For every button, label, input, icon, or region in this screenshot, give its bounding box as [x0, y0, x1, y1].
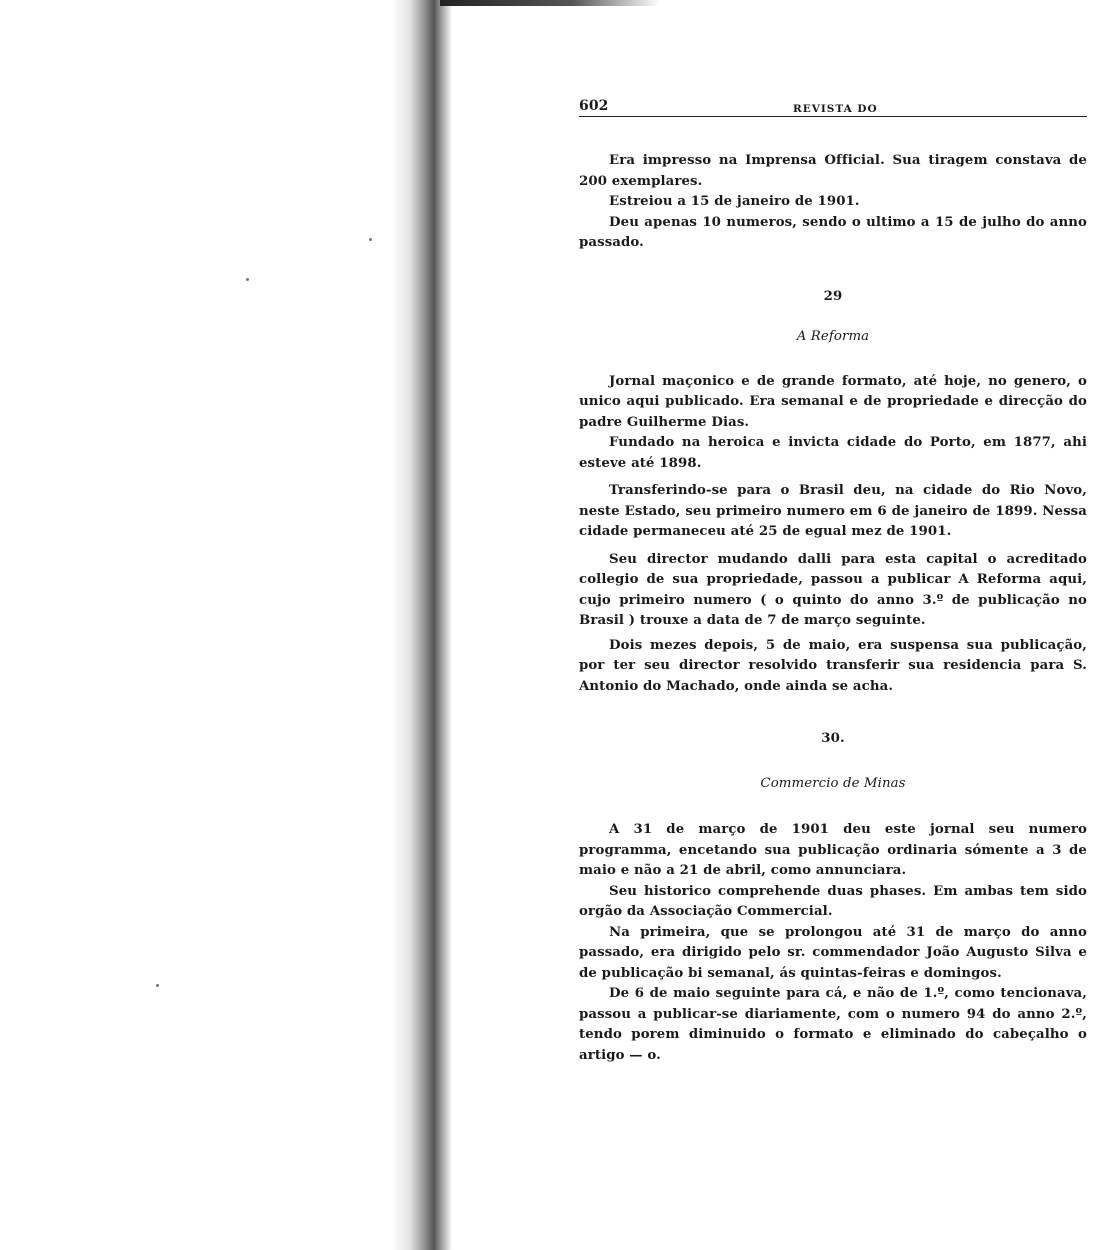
scan-speck [246, 278, 249, 281]
section-title: A Reforma [796, 329, 870, 344]
paragraph: Estreiou a 15 de janeiro de 1901. [609, 194, 860, 209]
paragraph: Transferindo-se para o Brasil deu, na cidade do Rio Novo, neste Estado, seu primeiro numero em 6 de janeiro de 1899. Nessa cidade permaneceu até 25 de egual mez de 1901. [579, 483, 1087, 539]
paragraph: Dois mezes depois, 5 de maio, era suspensa sua publicação, por ter seu director resolvido transferir sua residencia para S. Antonio do Machado, onde ainda se acha. [579, 637, 1087, 694]
page-body [579, 117, 1087, 1066]
paragraph: Era impresso na Imprensa Official. Sua tiragem constava de 200 exemplares. [579, 153, 1087, 189]
paragraph: Fundado na heroica e invicta cidade do Porto, em 1877, ahi esteve até 1898. [579, 435, 1087, 471]
section-block [579, 729, 1087, 1066]
document-page [579, 92, 1087, 1066]
page-top-edge-shadow [440, 0, 660, 6]
running-title: REVISTA DO [793, 103, 878, 115]
scan-speck [369, 238, 372, 241]
page-header [579, 92, 1087, 117]
book-spine-shadow [392, 0, 452, 1250]
section-title: Commercio de Minas [760, 775, 906, 791]
page-number: 602 [579, 98, 609, 114]
paragraph: Na primeira, que se prolongou até 31 de março do anno passado, era dirigido pelo sr. commendador João Augusto Silva e de publicação bi semanal, ás quintas-feiras e domingos. [579, 924, 1087, 981]
paragraph: Seu historico comprehende duas phases. Em ambas tem sido orgão da Associação Commercial. [579, 883, 1087, 919]
paragraph: Seu director mudando dalli para esta capital o acreditado collegio de sua propriedade, passou a publicar A Reforma aqui, cujo primeiro numero ( o quinto do anno 3.º de publicação no Brasil ) trouxe a data de 7 de março seguinte. [579, 551, 1087, 628]
paragraph: Jornal maçonico e de grande formato, até hoje, no genero, o unico aqui publicado. Era semanal e de propriedade e direcção do padre Guilherme Dias. [579, 373, 1087, 430]
section-number: 30. [821, 731, 845, 746]
section-number: 29 [823, 288, 843, 304]
intro-block [579, 151, 1087, 254]
paragraph: Deu apenas 10 numeros, sendo o ultimo a 15 de julho do anno passado. [579, 214, 1087, 250]
scan-speck [156, 984, 159, 987]
section-block [579, 287, 1087, 698]
paragraph: A 31 de março de 1901 deu este jornal seu numero programma, encetando sua publicação ordinaria sómente a 3 de maio e não a 21 de abril, como annunciara. [579, 822, 1087, 878]
paragraph: De 6 de maio seguinte para cá, e não de 1.º, como tencionava, passou a publicar-se diariamente, com o numero 94 do anno 2.º, tendo porem diminuido o formato e eliminado do cabeçalho o artigo — o. [579, 986, 1087, 1063]
